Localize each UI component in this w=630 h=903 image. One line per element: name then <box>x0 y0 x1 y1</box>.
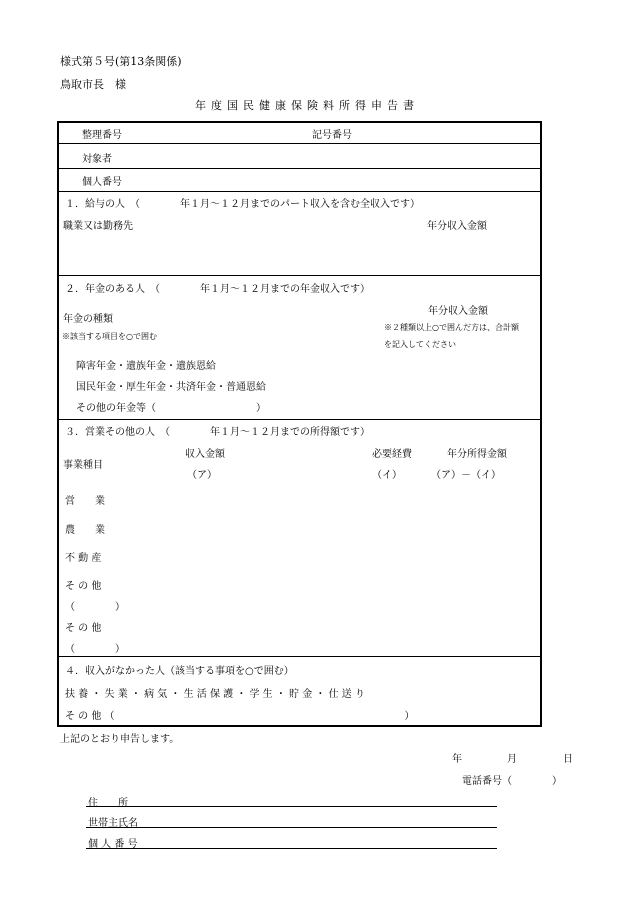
form-box <box>57 121 542 727</box>
sec3-net-sub: （ア）－（イ） <box>431 470 501 481</box>
row-divider <box>59 168 540 169</box>
date-day: 日 <box>563 754 573 765</box>
sec2-total-note-2: を記入してください <box>384 340 456 349</box>
sec3-type-label: 事業種目 <box>63 460 103 471</box>
sec1-employer-label: 職業又は勤務先 <box>63 221 133 232</box>
section-divider <box>59 275 540 276</box>
sec3-net-label: 年分所得金額 <box>447 449 507 460</box>
phone-label: 電話番号（ ） <box>462 776 562 787</box>
sec4-options: 扶 養 ・ 失 業 ・ 病 気 ・ 生 活 保 護 ・ 学 生 ・ 貯 金 ・ 仕 送 り <box>65 689 365 700</box>
kojin-label: 個人番号 <box>82 177 122 188</box>
sec2-option-2: 国民年金・厚生年金・共済年金・普通恩給 <box>76 382 266 393</box>
form-title: 年度国民健康保険料所得申告書 <box>195 99 419 112</box>
declaration: 上記のとおり申告します。 <box>60 734 180 745</box>
sec3-row-eigyo: 営 業 <box>65 496 105 507</box>
seiri-label: 整理番号 <box>82 130 122 141</box>
sec2-total-note-1: ※２種類以上○で囲んだ方は、合計額 <box>384 323 519 332</box>
sec2-annual-income-label: 年分収入金額 <box>428 306 488 317</box>
sec3-expense-sub: （イ） <box>372 470 402 481</box>
taishosha-label: 対象者 <box>82 154 112 165</box>
sec2-option-3: その他の年金等（ ） <box>76 403 266 414</box>
sec1-annual-income-label: 年分収入金額 <box>427 221 487 232</box>
sec3-income-label: 収入金額 <box>185 449 225 460</box>
sec1-heading: １．給与の人 （ 年１月～１２月までのパート収入を含む全収入です） <box>65 199 420 210</box>
address-label: 住 所 <box>88 798 128 809</box>
sec3-row-fudosan: 不 動 産 <box>65 553 102 564</box>
sec3-heading: ３．営業その他の人 （ 年１月～１２月までの所得額です） <box>65 427 370 438</box>
sec2-circle-note: ※該当する項目を○で囲む <box>62 332 157 341</box>
sec2-kind-label: 年金の種類 <box>63 314 113 325</box>
addressee: 鳥取市長 様 <box>60 78 126 91</box>
sec2-heading: ２．年金のある人 （ 年１月～１２月までの年金収入です） <box>65 284 370 295</box>
date-month: 月 <box>507 754 517 765</box>
date-year: 年 <box>452 754 462 765</box>
sec3-income-sub: （ア） <box>187 470 217 481</box>
householder-line <box>86 827 497 828</box>
kigou-label: 記号番号 <box>312 130 352 141</box>
householder-label: 世帯主氏名 <box>88 818 138 829</box>
sec4-other: そ の 他 （ ） <box>65 711 415 722</box>
section-divider <box>59 419 540 420</box>
sec3-row-sonota-2: そ の 他 <box>65 623 102 634</box>
form-number: 様式第５号(第13条関係) <box>60 55 182 68</box>
sec3-row-nogyo: 農 業 <box>65 525 105 536</box>
row-divider <box>59 143 540 144</box>
section-divider <box>59 656 540 657</box>
sec3-row-sonota-1-blank: （ ） <box>65 602 125 613</box>
sec4-heading: ４．収入がなかった人（該当する事項を○で囲む） <box>65 666 294 677</box>
id-number-line <box>86 848 497 849</box>
sec2-option-1: 障害年金・遺族年金・遺族恩給 <box>76 361 216 372</box>
id-number-label: 個 人 番 号 <box>88 839 138 850</box>
sec3-row-sonota-1: そ の 他 <box>65 581 102 592</box>
sec3-expense-label: 必要経費 <box>372 449 412 460</box>
row-divider <box>59 191 540 192</box>
sec3-row-sonota-2-blank: （ ） <box>65 644 125 655</box>
address-line <box>86 806 497 807</box>
